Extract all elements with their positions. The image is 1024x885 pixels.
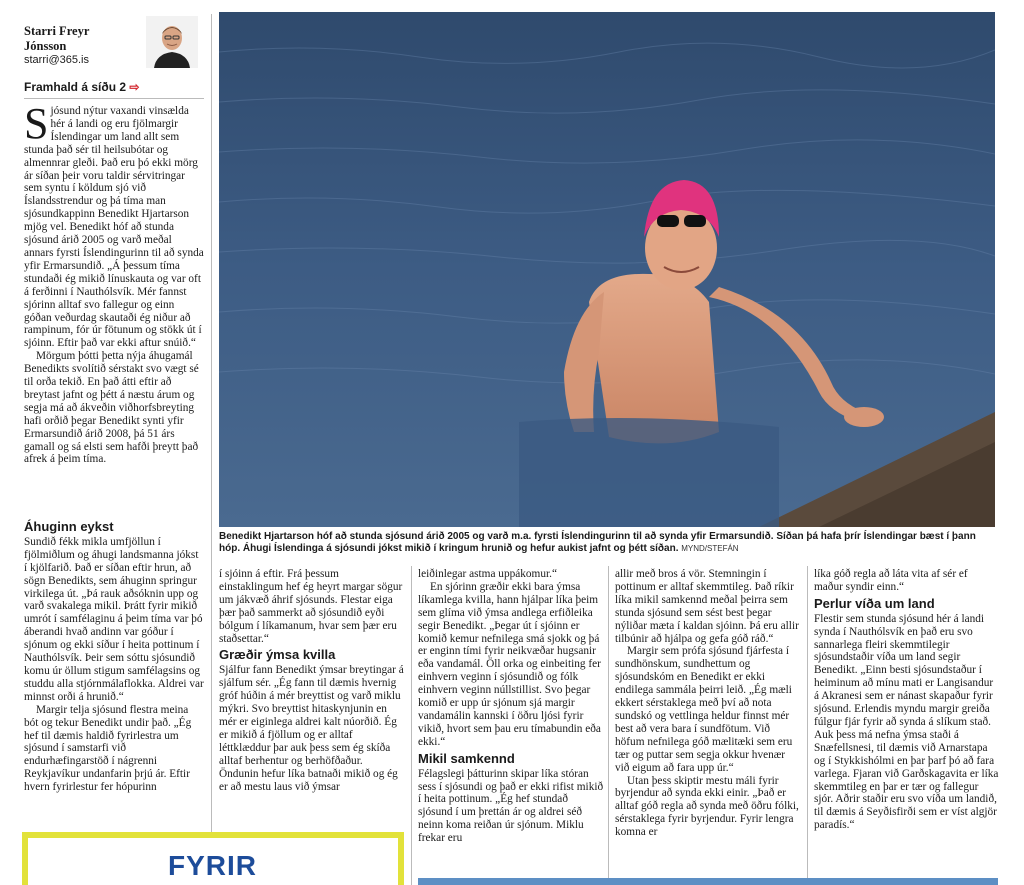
dropcap: S: [24, 99, 49, 148]
column-divider: [807, 566, 808, 885]
column-divider: [411, 566, 412, 885]
photo-strip: [418, 878, 998, 885]
author-avatar: [146, 16, 198, 68]
photo-credit: MYND/STEFÁN: [681, 544, 739, 553]
continued-link[interactable]: [24, 80, 139, 94]
article-column-5: [814, 568, 999, 832]
subheading: Perlur víða um land: [814, 595, 935, 611]
article-paragraph: Flestir sem stunda sjósund hér á landi synda í Nauthólsvík en það eru svo sannarlega fleiri skemmtilegir sjósundstaðir víða um land segir Benedikt. „Einn besti sjósundstaður í heiminum að mínu mati er Langisandur á Akranesi sem er nánast skapaður fyrir sjósund. Erlendis myndu margir greiða fúlgur fjár fyrir að synda á slíkum stað. Auk þess má nefna ýmsa staði á Snæfellsnesi, til dæmis við Arnarstapa og í Stykkishólmi en þar þarf þó að fara varlega. Fjaran við Garðskagavita er líka skemmtileg en þar er tær og fallegur sjór. Aðrir staðir eru svo víða um landið, til dæmis á Seyðisfirði sem er víst algjör paradís.“: [814, 612, 999, 832]
article-paragraph: allir með bros á vör. Stemningin í pottinum er alltaf skemmtileg. Það ríkir líka mikil samkennd meðal þeirra sem stunda sjósund sem sést best þegar nýliðar mæta í kaldan sjóinn. Þá eru allir tilbúnir að hjálpa og gefa góð ráð.“: [615, 568, 799, 645]
article-paragraph: Mörgum þótti þetta nýja áhugamál Benedikts svolítið sérstakt svo vægt sé til orða tekið. En það átti eftir að breytast jafnt og þétt á næstu árum og segja má að ákveðin viðhorfsbreyting hafi orðið þegar Benedikt synti yfir Ermarsundið árið 2008, þá 51 árs gamall og sá elsti sem hafði þreytt það afrek á þeim tíma.: [24, 350, 199, 466]
column-divider: [608, 566, 609, 885]
article-paragraph: Sundið fékk mikla umfjöllun í fjölmiðlum og áhugi landsmanna jókst í kjölfarið. Það er síðan eftir hrun, að sögn Benedikts, sem áhuginn springur virkilega út. „Þá rauk aðsóknin upp og varð svakalega mikil. Þrátt fyrir mikið umrót í samfélaginu á þeim tíma var þó áberandi hvað andinn var góður í sjónum og ekki síður í heita pottinum í Nauthólsvík. Þeir sem sóttu sjósundið komu úr öllum stigum samfélagsins og studdu alla stjórnmálaflokka. Aldrei var minnst orði á hrunið.“: [24, 535, 204, 703]
continued-label: Framhald á síðu 2: [24, 80, 127, 94]
article-column-1: [24, 99, 204, 466]
article-paragraph: líka góð regla að láta vita af sér ef maður syndir einn.“: [814, 568, 968, 593]
article-paragraph: jósund nýtur vaxandi vinsælda hér á landi og eru fjölmargir Íslendingar um land allt sem stunda það sér til heilsubótar og almennrar gleði. Það eru þó ekki mörg ár síðan þeir voru taldir sérvitringar sem syntu í köldum sjó við Íslandsstrendur og þá tíma man sjósundkappinn Benedikt Hjartarson mjög vel. Benedikt hóf að stunda sjósund árið 2005 og varð meðal annars fyrsti Íslendingurinn til að synda yfir Ermarsundið. „Á þessum tíma stundaði ég mikið línuskauta og var oft á ferðinni í Nauthólsvík. Mér fannst sjórinn alltaf svo fallegur og einn góðan veðurdag skautaði ég niður að rampinum, fór úr fötunum og stökk út í sjóinn. Eftir það var ekki aftur snúið.“: [24, 105, 204, 350]
author-name: [24, 24, 89, 54]
article-column-4: [615, 568, 801, 839]
subheading: Græðir ýmsa kvilla: [219, 647, 336, 663]
divider: [24, 98, 204, 99]
subheading: Mikil samkennd: [418, 750, 515, 766]
main-photo: [219, 12, 995, 527]
advertisement-box[interactable]: [22, 832, 404, 885]
article-column-2: [219, 568, 405, 793]
article-column-3: [418, 568, 604, 845]
author-email: starri@365.is: [24, 54, 89, 66]
article-paragraph: Margir telja sjósund flestra meina bót og tekur Benedikt undir það. „Ég hef til dæmis haldið fyrirlestra um sjósund í samstarfi við endurhæfingarstöð í nágrenni Reykjavíkur undanfarin þrjú ár. Eftir hvern fyrirlestur fer hópurinn: [24, 703, 192, 794]
article-paragraph: leiðinlegar astma uppákomur.“: [418, 568, 557, 580]
author-name-line2: Jónsson: [24, 39, 67, 53]
photo-caption: [219, 531, 995, 555]
article-paragraph: Sjálfur fann Benedikt ýmsar breytingar á sjálfum sér. „Ég fann til dæmis hvernig gróf húðin á mér breyttist og varð miklu mýkri. Svo breyttist hitaskynjunin en mér er eiginlega aldrei kalt núorðið. Ég er mikið á fjöllum og er alltaf léttklæddur þar auk þess sem ég skíða alltaf berhentur og berhöfðaður. Öndunin hefur líka batnaði mikið og ég er að mestu laus við ýmsar: [219, 664, 404, 793]
article-paragraph: Utan þess skiptir mestu máli fyrir byrjendur að synda ekki einir. „Það er alltaf góð regla að synda með öðru fólki, sérstaklega fyrir byrjendur. Fyrir lengra komna er: [615, 774, 799, 839]
article-column-1b: [24, 517, 204, 794]
article-paragraph: í sjóinn á eftir. Frá þessum einstaklingum hef ég heyrt margar sögur um jákvæð áhrif sjósunds. Flestar eiga þær það sammerkt að sjósundið eyði bólgum í líkamanum, hvar sem þær eru staðsettar.“: [219, 568, 403, 645]
subheading: Áhuginn eykst: [24, 519, 114, 534]
ad-title: FYRIR: [168, 850, 257, 881]
author-name-line1: Starri Freyr: [24, 24, 90, 38]
article-paragraph: Margir sem prófa sjósund fjárfesta í sundhönskum, sundhettum og sjósundskóm en Benedikt er ekki endilega sammála þeirri leið. „Ég mæli ekkert sérstaklega með því að nota sundskó og vettlinga heldur finnst mér best að vera bara í sundfötum. Við höfum nefnilega góð mælitæki sem eru tær og puttar sem segja okkur hvenær við eigum að fara upp úr.“: [615, 645, 793, 774]
column-divider: [211, 14, 212, 885]
caption-text: Benedikt Hjartarson hóf að stunda sjósund árið 2005 og varð m.a. fyrsti Íslendingurinn til að synda yfir Ermarsundið. Síðan þá hafa þrír Íslendingar bæst í þann hóp. Áhugi Íslendinga á sjósundi jókst mikið í kringum hrunið og hefur aukist jafnt og þétt síðan.: [219, 531, 976, 554]
article-paragraph: Félagslegi þátturinn skipar líka stóran sess í sjósundi og það er ekki rifist mikið í heita pottinum. „Ég hef stundað sjósund í um þrettán ár og aldrei séð neinn koma reiðan úr sjónum. Miklu frekar eru: [418, 767, 604, 845]
arrow-right-icon: ⇨: [129, 80, 140, 94]
article-paragraph: En sjórinn græðir ekki bara ýmsa líkamlega kvilla, hann hjálpar líka þeim sem glíma við ýmsa andlega erfiðleika segir Benedikt. „Þegar út í sjóinn er komið kemur nefnilega smá sjokk og þá er enginn tími fyrir neikvæðar hugsanir eða vandamál. Öll orka og einbeiting fer einhvern veginn í sjósundið og fólk einhvern veginn núllstillist. Svo þegar komið er upp úr sjónum sjá margir vandamálin kannski í öðru ljósi fyrir vikið, hvort sem þau eru tímabundin eða ekki.“: [418, 580, 601, 748]
